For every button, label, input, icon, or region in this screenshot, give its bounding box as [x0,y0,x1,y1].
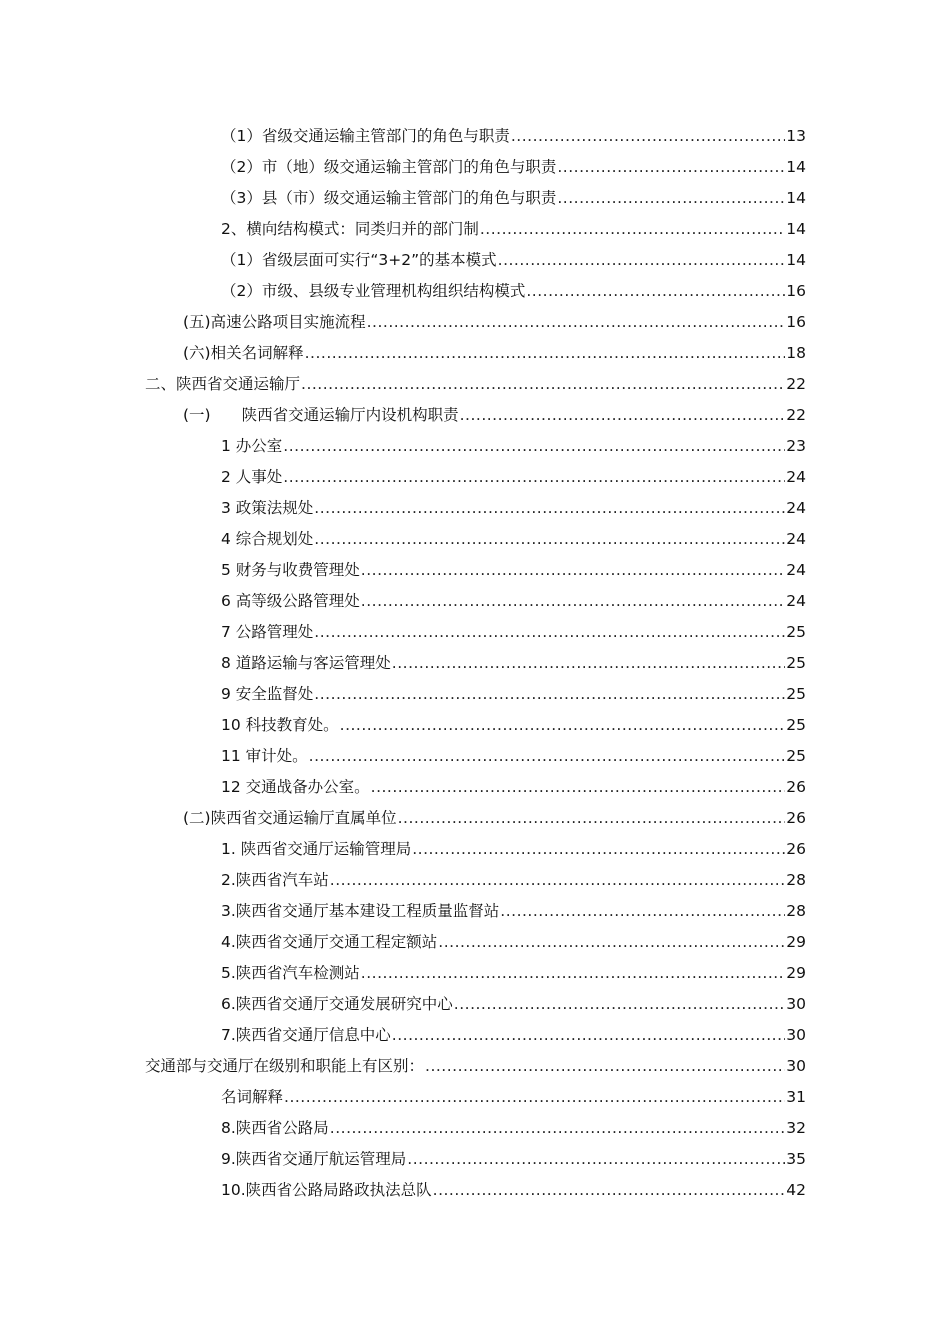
toc-entry-title: 8.陕西省公路局 [221,1119,329,1137]
toc-entry-title: 10.陕西省公路局路政执法总队 [221,1181,432,1199]
toc-dot-leader [305,338,786,369]
toc-dot-leader [361,958,785,989]
toc-entry-title: 4.陕西省交通厅交通工程定额站 [221,933,438,951]
toc-entry-title: 2、横向结构模式：同类归并的部门制 [221,220,479,238]
toc-entry[interactable] [0,1020,950,1051]
toc-page-number: 16 [786,313,806,331]
toc-entry-title: 7 公路管理处 [221,623,314,641]
toc-entry-title: （1）省级层面可实行“3+2”的基本模式 [221,251,497,269]
toc-entry[interactable] [0,493,950,524]
toc-page-number: 25 [786,747,806,765]
toc-entry[interactable] [0,1175,950,1206]
toc-entry[interactable] [0,803,950,834]
toc-page-number: 14 [786,158,806,176]
toc-entry[interactable] [0,1082,950,1113]
toc-entry-title: （3）县（市）级交通运输主管部门的角色与职责 [221,189,557,207]
toc-dot-leader [454,989,785,1020]
toc-entry[interactable] [0,772,950,803]
toc-page-number: 28 [786,902,806,920]
toc-dot-leader [480,214,785,245]
toc-page-number: 25 [786,716,806,734]
toc-page-number: 29 [786,933,806,951]
toc-page-number: 42 [786,1181,806,1199]
toc-entry-title: 6 高等级公路管理处 [221,592,360,610]
toc-entry-title: （2）市（地）级交通运输主管部门的角色与职责 [221,158,557,176]
toc-entry-title: 5.陕西省汽车检测站 [221,964,360,982]
toc-page-number: 13 [786,127,806,145]
toc-entry[interactable] [0,152,950,183]
toc-entry[interactable] [0,555,950,586]
toc-dot-leader [425,1051,785,1082]
toc-entry[interactable] [0,710,950,741]
toc-page-number: 22 [786,406,806,424]
toc-entry-title: 3 政策法规处 [221,499,314,517]
toc-dot-leader [283,462,785,493]
toc-page-number: 24 [786,592,806,610]
toc-entry-title: 3.陕西省交通厅基本建设工程质量监督站 [221,902,500,920]
toc-dot-leader [284,1082,785,1113]
toc-entry[interactable] [0,338,950,369]
toc-entry-title: 1. 陕西省交通厅运输管理局 [221,840,412,858]
toc-page-number: 25 [786,623,806,641]
toc-entry[interactable] [0,1113,950,1144]
toc-entry[interactable] [0,276,950,307]
toc-dot-leader [557,183,785,214]
toc-dot-leader [407,1144,785,1175]
toc-page-number: 14 [786,189,806,207]
toc-page-number: 26 [786,778,806,796]
toc-dot-leader [367,307,786,338]
toc-dot-leader [460,400,786,431]
toc-dot-leader [309,741,786,772]
toc-dot-leader [412,834,785,865]
toc-entry[interactable] [0,369,950,400]
toc-dot-leader [526,276,785,307]
toc-dot-leader [438,927,785,958]
toc-entry[interactable] [0,648,950,679]
toc-entry-title: 10 科技教育处。 [221,716,339,734]
toc-page-number: 29 [786,964,806,982]
toc-entry[interactable] [0,896,950,927]
toc-dot-leader [330,865,785,896]
toc-entry[interactable] [0,245,950,276]
toc-entry[interactable] [0,741,950,772]
toc-page-number: 14 [786,220,806,238]
toc-page-number: 26 [786,840,806,858]
toc-page-number: 25 [786,654,806,672]
toc-entry[interactable] [0,1144,950,1175]
toc-dot-leader [398,803,786,834]
toc-entry-title: (五)高速公路项目实施流程 [183,313,366,331]
toc-entry[interactable] [0,431,950,462]
toc-dot-leader [314,679,785,710]
toc-dot-leader [392,648,785,679]
toc-page-number: 30 [786,1026,806,1044]
toc-dot-leader [340,710,786,741]
toc-page-number: 35 [786,1150,806,1168]
toc-entry[interactable] [0,462,950,493]
toc-entry[interactable] [0,617,950,648]
toc-dot-leader [392,1020,785,1051]
toc-dot-leader [314,493,785,524]
toc-page-number: 24 [786,499,806,517]
toc-page-number: 18 [786,344,806,362]
toc-dot-leader [500,896,785,927]
toc-entry-title: 4 综合规划处 [221,530,314,548]
toc-dot-leader [314,524,785,555]
toc-entry-title: 9 安全监督处 [221,685,314,703]
toc-page-number: 16 [786,282,806,300]
toc-dot-leader [330,1113,785,1144]
toc-page-number: 22 [786,375,806,393]
toc-entry-title: 1 办公室 [221,437,283,455]
toc-entry[interactable] [0,958,950,989]
toc-entry[interactable] [0,524,950,555]
toc-entry-title: 11 审计处。 [221,747,308,765]
toc-entry-title: 6.陕西省交通厅交通发展研究中心 [221,995,453,1013]
toc-entry[interactable] [0,927,950,958]
toc-entry-title: 12 交通战备办公室。 [221,778,370,796]
toc-entry-title: 5 财务与收费管理处 [221,561,360,579]
toc-page-number: 31 [786,1088,806,1106]
toc-entry[interactable] [0,865,950,896]
toc-page-number: 24 [786,561,806,579]
toc-dot-leader [283,431,785,462]
toc-page-number: 24 [786,468,806,486]
toc-entry[interactable] [0,679,950,710]
toc-entry-title: 8 道路运输与客运管理处 [221,654,391,672]
toc-dot-leader [557,152,785,183]
toc-page-number: 30 [786,995,806,1013]
toc-entry-title: (二)陕西省交通运输厅直属单位 [183,809,397,827]
toc-page-number: 24 [786,530,806,548]
toc-entry[interactable] [0,586,950,617]
toc-entry-title: (一) 陕西省交通运输厅内设机构职责 [183,406,459,424]
toc-entry[interactable] [0,121,950,152]
toc-entry[interactable] [0,400,950,431]
toc-entry-title: 2.陕西省汽车站 [221,871,329,889]
toc-entry[interactable] [0,183,950,214]
toc-entry-title: （1）省级交通运输主管部门的角色与职责 [221,127,510,145]
toc-page-number: 28 [786,871,806,889]
toc-dot-leader [301,369,785,400]
toc-dot-leader [361,586,785,617]
toc-entry[interactable] [0,214,950,245]
toc-dot-leader [511,121,785,152]
toc-entry-title: 7.陕西省交通厅信息中心 [221,1026,391,1044]
toc-entry[interactable] [0,1051,950,1082]
toc-entry-title: 2 人事处 [221,468,283,486]
toc-page-number: 25 [786,685,806,703]
toc-entry-title: （2）市级、县级专业管理机构组织结构模式 [221,282,526,300]
toc-entry-title: 9.陕西省交通厅航运管理局 [221,1150,407,1168]
toc-entry-title: 名词解释 [221,1088,284,1106]
toc-entry-title: (六)相关名词解释 [183,344,304,362]
toc-dot-leader [314,617,785,648]
toc-dot-leader [371,772,786,803]
toc-entry[interactable] [0,834,950,865]
table-of-contents [0,121,950,1206]
toc-page-number: 32 [786,1119,806,1137]
toc-dot-leader [361,555,785,586]
toc-entry[interactable] [0,307,950,338]
toc-page-number: 30 [786,1057,806,1075]
toc-entry-title: 二、陕西省交通运输厅 [145,375,301,393]
toc-entry[interactable] [0,989,950,1020]
toc-page-number: 23 [786,437,806,455]
toc-page-number: 14 [786,251,806,269]
toc-entry-title: 交通部与交通厅在级别和职能上有区别： [145,1057,425,1075]
toc-page-number: 26 [786,809,806,827]
toc-dot-leader [498,245,786,276]
toc-dot-leader [433,1175,786,1206]
